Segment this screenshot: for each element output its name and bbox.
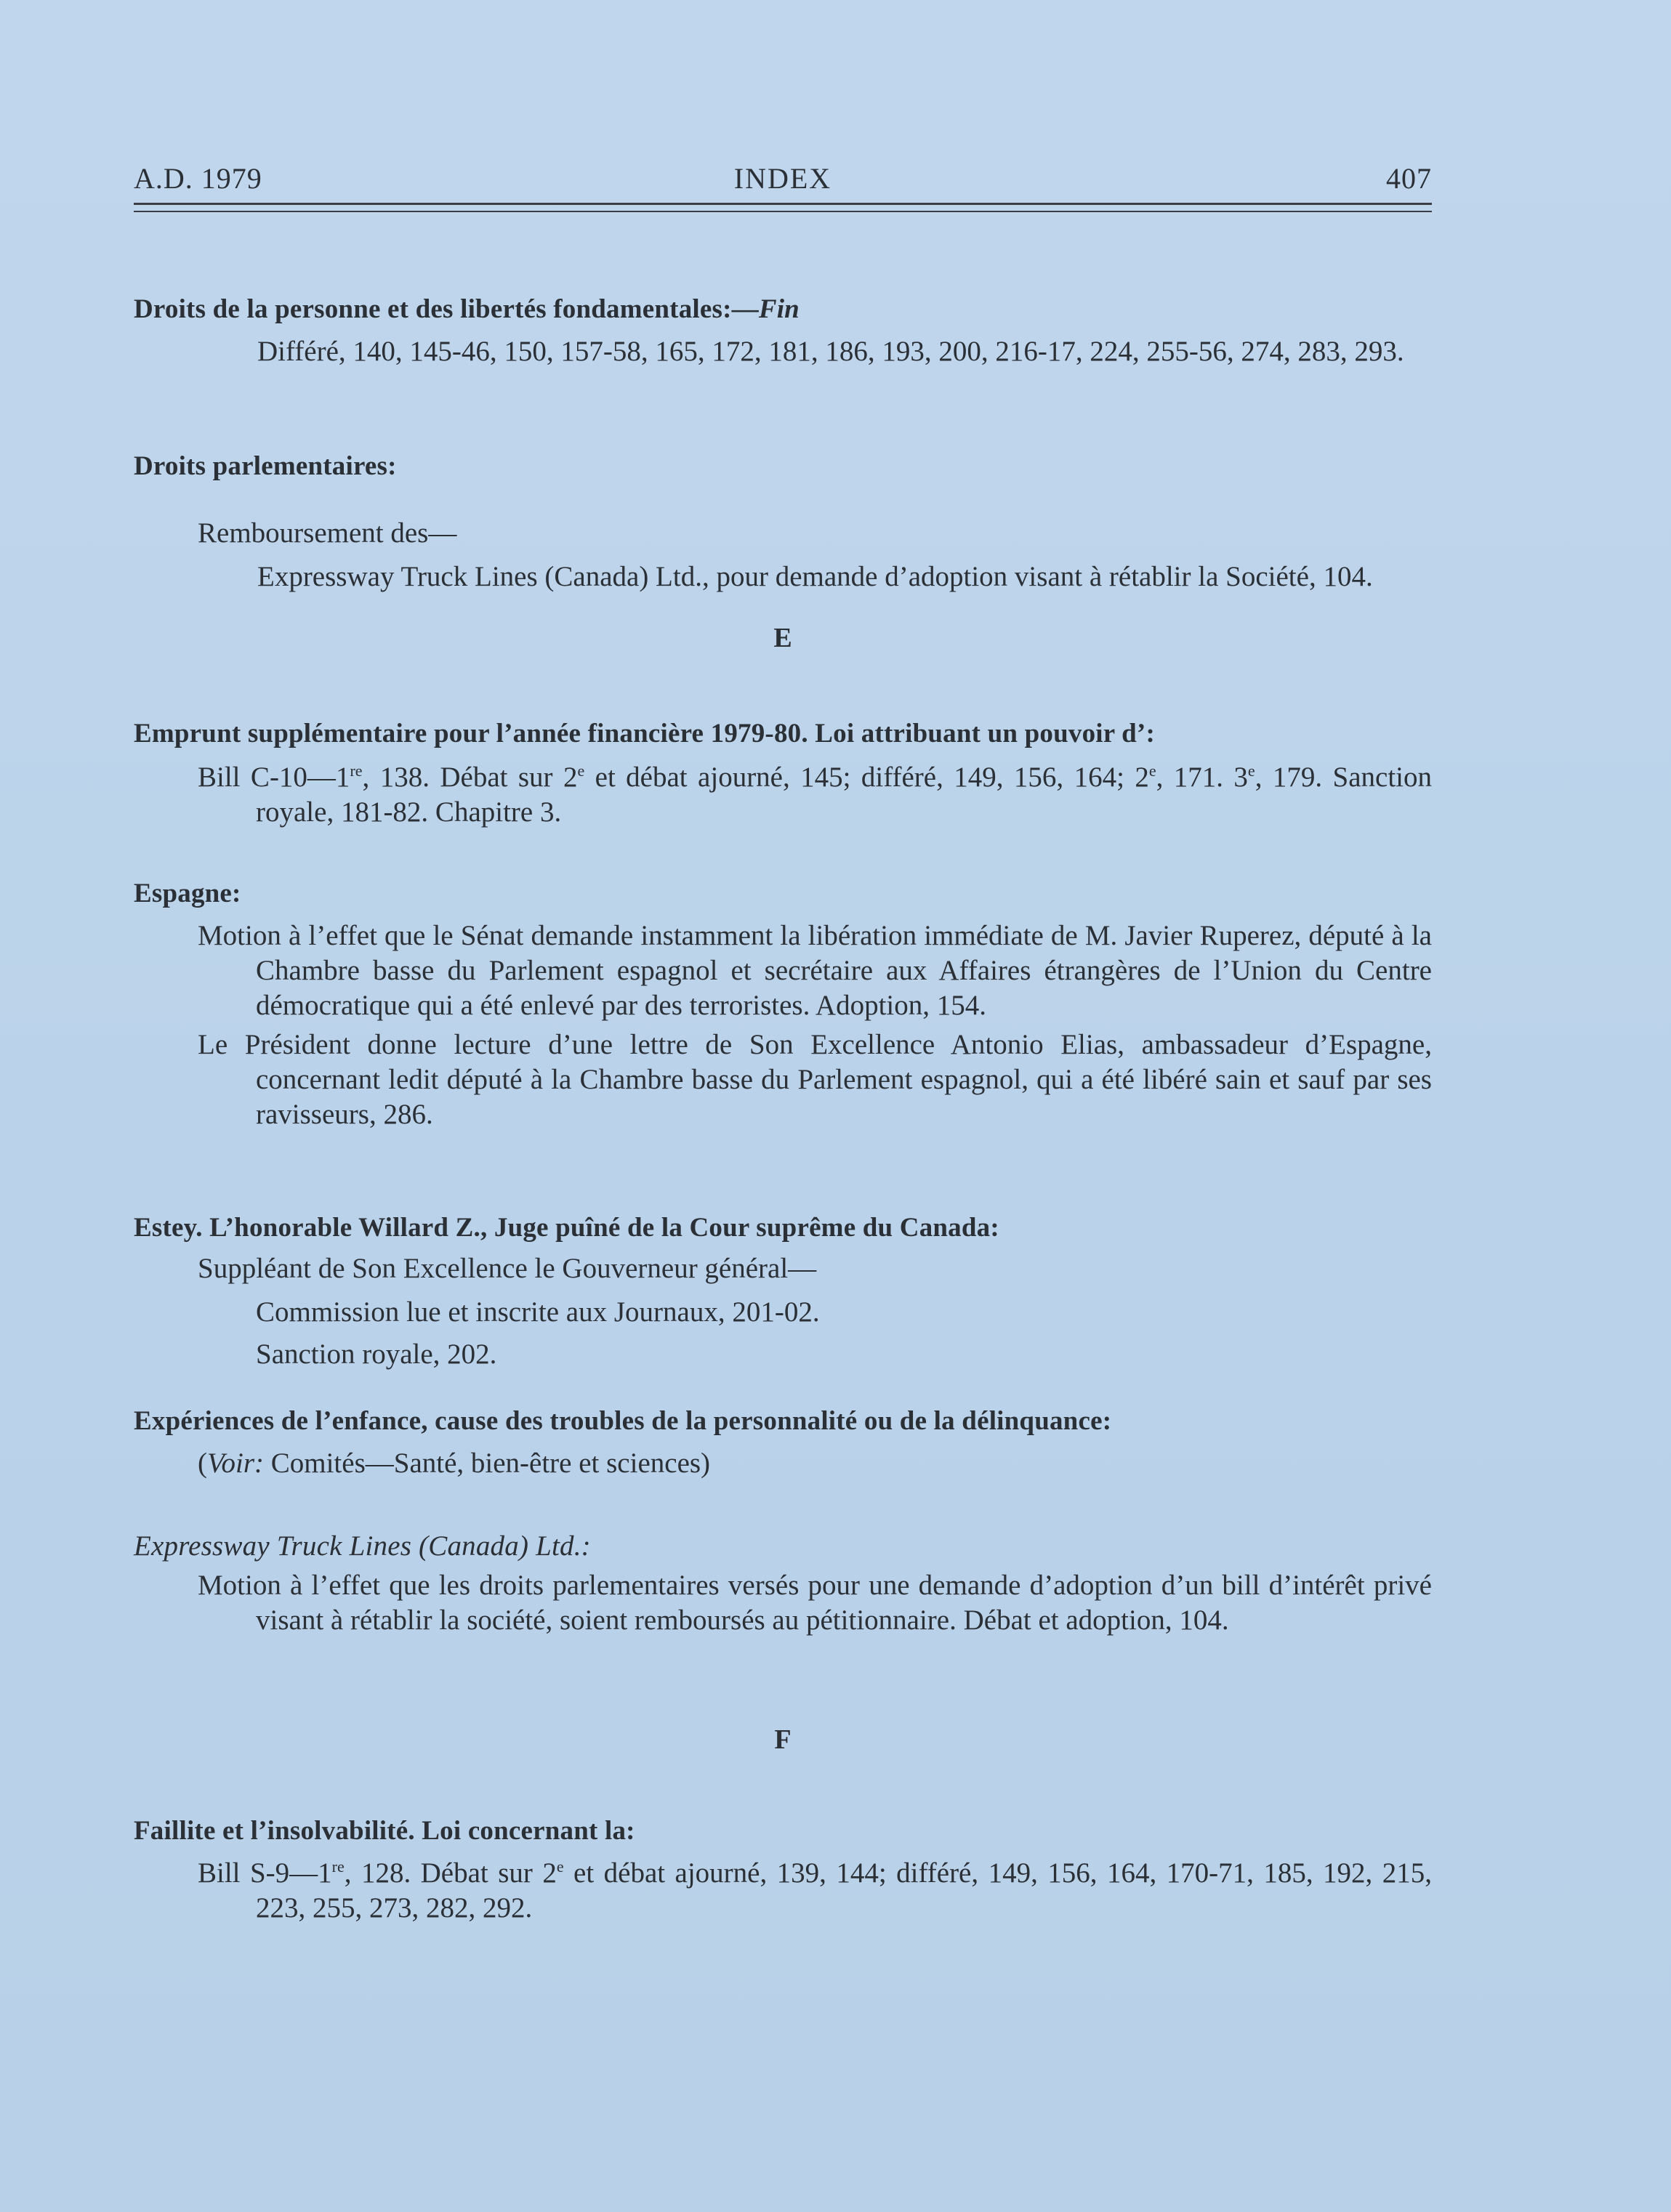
entry-subheading: Remboursement des— bbox=[198, 517, 457, 549]
entry-heading: Estey. L’honorable Willard Z., Juge puîné de la Cour suprême du Canada: bbox=[134, 1213, 999, 1243]
entry-heading: Emprunt supplémentaire pour l’année financière 1979-80. Loi attribuant un pouvoir d’: bbox=[134, 719, 1155, 748]
entry-line: Commission lue et inscrite aux Journaux, 201-02. bbox=[256, 1296, 820, 1328]
entry-droits-personne bbox=[134, 292, 1432, 369]
entry-heading: Droits de la personne et des libertés fondamentales:—Fin bbox=[134, 294, 800, 324]
entry-experiences bbox=[134, 1404, 1432, 1481]
header-rule-top bbox=[134, 203, 1432, 205]
entry-line: Sanction royale, 202. bbox=[256, 1339, 497, 1370]
entry-heading: Expériences de l’enfance, cause des troubles de la personnalité ou de la délinquance: bbox=[134, 1406, 1112, 1436]
entry-expressway bbox=[134, 1529, 1432, 1638]
heading-continued: Fin bbox=[758, 294, 800, 324]
entry-droits-parlementaires bbox=[134, 449, 1432, 594]
entry-line: Motion à l’effet que les droits parlementaires versés pour une demande d’adoption d’un bill d’intérêt privé visant à rétablir la société, soient remboursés au pétitionnaire. Débat et adoption, 104. bbox=[198, 1570, 1432, 1636]
entry-estey bbox=[134, 1211, 1432, 1372]
header-rule-bottom bbox=[134, 211, 1432, 212]
page-number: 407 bbox=[1386, 162, 1432, 195]
entry-heading: Espagne: bbox=[134, 879, 241, 908]
cross-reference: (Voir: Comités—Santé, bien-être et sciences) bbox=[198, 1448, 711, 1479]
entry-heading: Droits parlementaires: bbox=[134, 451, 397, 481]
entry-line: Bill S-9—1re, 128. Débat sur 2e et débat ajourné, 139, 144; différé, 149, 156, 164, 170-71, 185, 192, 215, 223, 255, 273, 282, 292. bbox=[198, 1857, 1432, 1924]
entry-faillite bbox=[134, 1814, 1432, 1926]
entry-emprunt bbox=[134, 717, 1432, 830]
running-head bbox=[134, 161, 1432, 198]
entry-subheading: Suppléant de Son Excellence le Gouverneur général— bbox=[198, 1253, 817, 1284]
entry-heading: Expressway Truck Lines (Canada) Ltd.: bbox=[134, 1530, 591, 1562]
entry-espagne bbox=[134, 876, 1432, 1132]
entry-line: Expressway Truck Lines (Canada) Ltd., pour demande d’adoption visant à rétablir la Société, 104. bbox=[257, 561, 1373, 592]
entry-line: Le Président donne lecture d’une lettre de Son Excellence Antonio Elias, ambassadeur d’Espagne, concernant ledit député à la Chambre basse du Parlement espagnol, qui a été libéré sain et sauf par ses ravisseurs, 286. bbox=[198, 1029, 1432, 1130]
entry-line: Bill C-10—1re, 138. Débat sur 2e et débat ajourné, 145; différé, 149, 156, 164; 2e, 171. 3e, 179. Sanction royale, 181-82. Chapitre 3. bbox=[198, 762, 1432, 828]
header-title: INDEX bbox=[733, 162, 832, 195]
section-letter-e: E bbox=[773, 623, 792, 653]
entry-line: Motion à l’effet que le Sénat demande instamment la libération immédiate de M. Javier Ruperez, député à la Chambre basse du Parlement espagnol et secrétaire aux Affaires étrangères de l’Union du Centre démocratique qui a été enlevé par des terroristes. Adoption, 154. bbox=[198, 920, 1432, 1021]
entry-line: Différé, 140, 145-46, 150, 157-58, 165, 172, 181, 186, 193, 200, 216-17, 224, 255-56, 274, 283, 293. bbox=[257, 336, 1404, 367]
entry-heading: Faillite et l’insolvabilité. Loi concernant la: bbox=[134, 1816, 635, 1846]
section-letter-f: F bbox=[774, 1724, 792, 1755]
header-year: A.D. 1979 bbox=[134, 162, 262, 195]
